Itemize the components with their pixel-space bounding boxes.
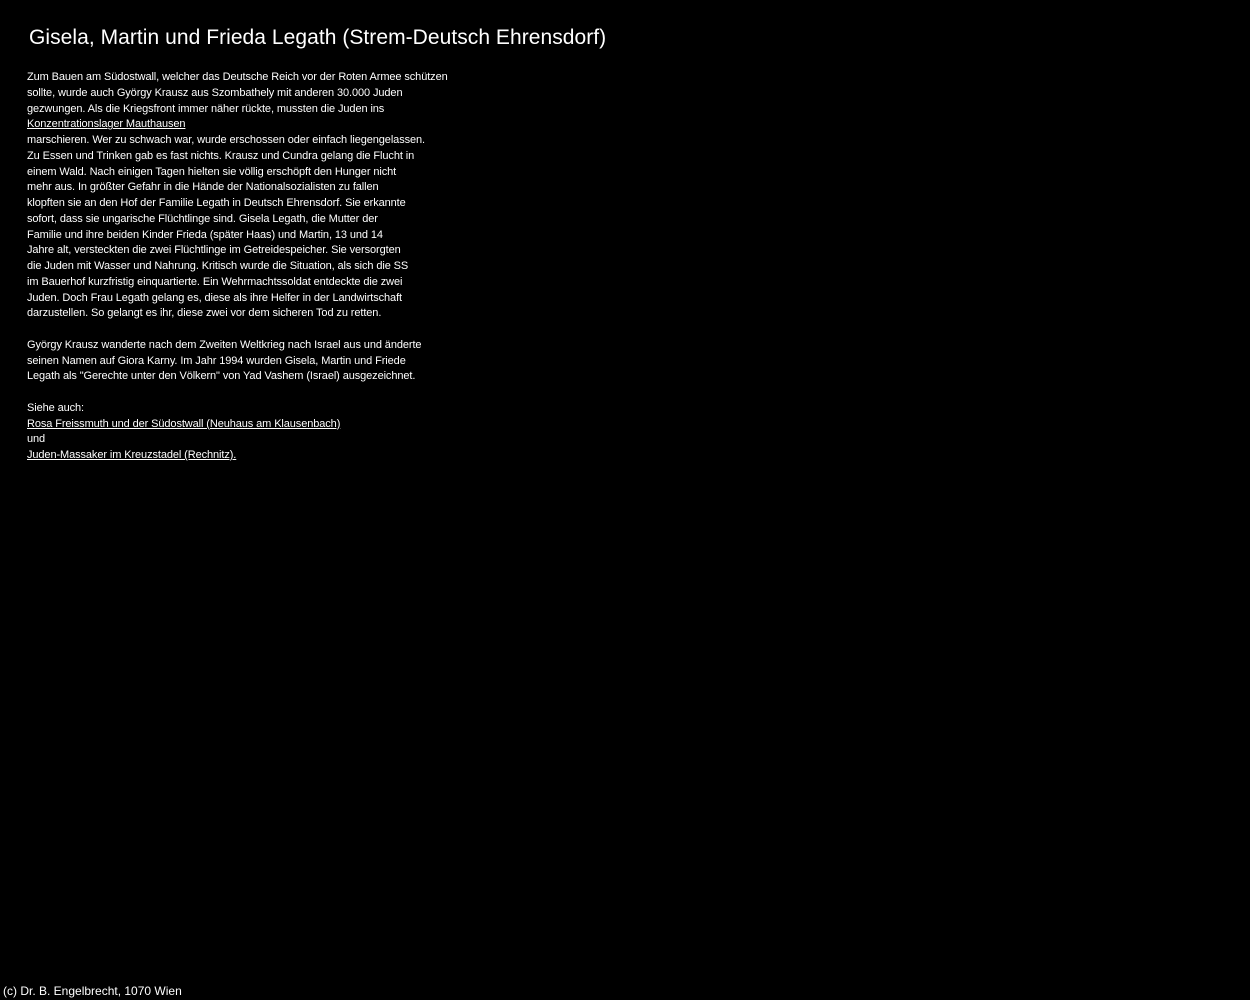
rosa-freissmuth-link[interactable]: Rosa Freissmuth und der Südostwall (Neuhaus am Klausenbach) (27, 417, 341, 430)
text-line: sofort, dass sie ungarische Flüchtlinge sind. Gisela Legath, die Mutter der (27, 212, 378, 225)
text-line: gezwungen. Als die Kriegsfront immer näher rückte, mussten die Juden ins (27, 102, 385, 115)
mauthausen-link[interactable]: Konzentrationslager Mauthausen (27, 118, 186, 131)
text-line: Legath als "Gerechte unter den Völkern" von Yad Vashem (Israel) ausgezeichnet. (27, 370, 416, 383)
paragraph-2 (27, 338, 448, 385)
text-line: darzustellen. So gelangt es ihr, diese zwei vor dem sicheren Tod zu retten. (27, 307, 382, 320)
text-line: Juden. Doch Frau Legath gelang es, diese als ihre Helfer in der Landwirtschaft (27, 291, 402, 304)
text-line: Zu Essen und Trinken gab es fast nichts. Krausz und Cundra gelang die Flucht in (27, 149, 415, 162)
text-line: mehr aus. In größter Gefahr in die Hände der Nationalsozialisten zu fallen (27, 181, 379, 194)
see-also-connector: und (27, 433, 46, 446)
text-line: im Bauerhof kurzfristig einquartierte. Ein Wehrmachtssoldat entdeckte die zwei (27, 275, 403, 288)
page-title: Gisela, Martin und Frieda Legath (Strem-Deutsch Ehrensdorf) (29, 26, 607, 49)
rechnitz-massacre-link[interactable]: Juden-Massaker im Kreuzstadel (Rechnitz). (27, 449, 237, 461)
text-line: Jahre alt, versteckten die zwei Flüchtlinge im Getreidespeicher. Sie versorgten (27, 244, 401, 257)
paragraph-1 (27, 70, 448, 322)
copyright-footer: (c) Dr. B. Engelbrecht, 1070 Wien (3, 984, 182, 998)
text-line: die Juden mit Wasser und Nahrung. Kritisch wurde die Situation, als sich die SS (27, 260, 409, 272)
text-line: Familie und ihre beiden Kinder Frieda (später Haas) und Martin, 13 und 14 (27, 228, 383, 241)
text-line: klopften sie an den Hof der Familie Legath in Deutsch Ehrensdorf. Sie erkannte (27, 197, 406, 209)
text-line: sollte, wurde auch György Krausz aus Szombathely mit anderen 30.000 Juden (27, 86, 403, 99)
text-line: marschieren. Wer zu schwach war, wurde erschossen oder einfach liegengelassen. (27, 134, 425, 146)
paragraph-spacer (27, 385, 448, 401)
text-line: Zum Bauen am Südostwall, welcher das Deutsche Reich vor der Roten Armee schützen (27, 71, 448, 83)
text-line: seinen Namen auf Giora Karny. Im Jahr 1994 wurden Gisela, Martin und Friede (27, 354, 406, 367)
see-also-section (27, 401, 448, 464)
text-line: einem Wald. Nach einigen Tagen hielten sie völlig erschöpft den Hunger nicht (27, 165, 397, 178)
paragraph-spacer (27, 322, 448, 338)
article-body (27, 70, 448, 464)
text-line: György Krausz wanderte nach dem Zweiten Weltkrieg nach Israel aus und änderte (27, 338, 422, 351)
see-also-label: Siehe auch: (27, 401, 84, 414)
